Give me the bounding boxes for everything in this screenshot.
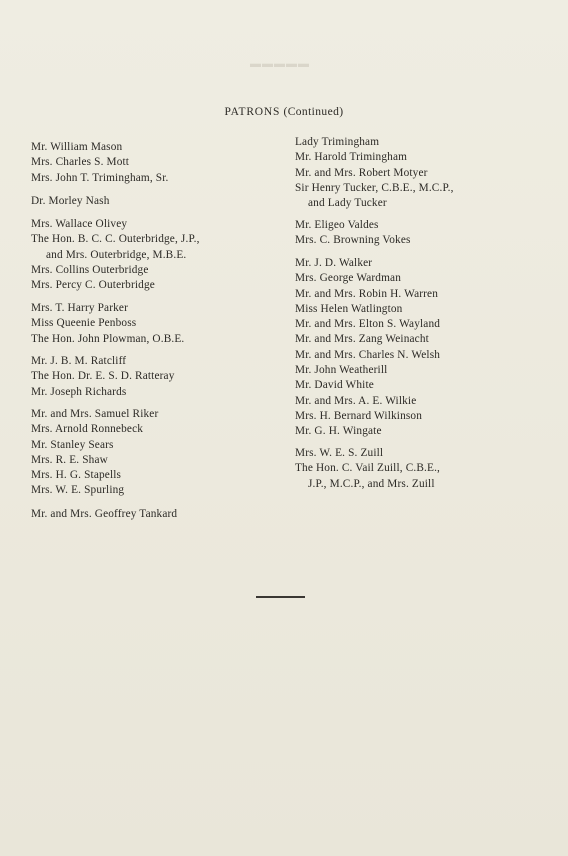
patron-name: Mrs. H. Bernard Wilkinson [295,409,423,422]
patron-name: Mrs. George Wardman [295,272,401,285]
patron-name: Dr. Morley Nash [31,195,110,207]
patron-group [295,218,545,249]
patron-name: Mrs. H. G. Stapells [31,469,122,482]
patron-name: The Hon. C. Vail Zuill, C.B.E., [295,462,441,475]
patron-group [31,507,271,522]
patron-name: Mrs. R. E. Shaw [31,453,108,466]
patron-name: Mr. J. D. Walker [295,257,373,269]
patron-name: The Hon. B. C. C. Outerbridge, J.P., [31,233,200,246]
patron-group [31,301,271,347]
page-heading [0,106,568,118]
patron-name: Mr. Joseph Richards [31,385,127,398]
patron-name: Mr. and Mrs. Elton S. Wayland [295,318,441,331]
patron-name: Mrs. T. Harry Parker [31,302,129,314]
patron-name: Miss Helen Watlington [295,302,403,315]
patron-name: Mrs. Charles S. Mott [31,156,130,169]
patron-name: Mrs. Wallace Olivey [31,218,128,230]
patron-name: Mr. and Mrs. Zang Weinacht [295,333,429,346]
patron-name: Mr. and Mrs. Samuel Riker [31,408,159,420]
patron-group [31,194,271,209]
patron-name: Mr. David White [295,379,374,392]
patron-group [31,140,271,186]
patron-name: Miss Queenie Penboss [31,317,137,330]
patron-group [295,135,545,211]
patron-name: Lady Trimingham [295,136,380,148]
patron-name: Mrs. Percy C. Outerbridge [31,279,155,292]
section-end-rule [256,596,305,598]
patron-name: Mr. Harold Trimingham [295,151,408,164]
patron-name: Mr. William Mason [31,141,123,153]
patron-name-continued: and Lady Tucker [308,197,387,210]
patron-name: Mrs. Arnold Ronnebeck [31,423,144,436]
patron-name: The Hon. Dr. E. S. D. Ratteray [31,370,175,383]
show-through-text: ▬▬▬▬▬ [250,58,310,70]
heading-note: (Continued) [283,106,344,118]
patron-group [295,256,545,440]
patron-group [31,407,271,499]
patron-group [31,217,271,293]
patron-name: Mr. J. B. M. Ratcliff [31,355,127,367]
patron-name: Mrs. Collins Outerbridge [31,263,149,276]
patron-name: Mr. and Mrs. Charles N. Welsh [295,348,441,361]
patron-name: Mrs. W. E. S. Zuill [295,447,384,459]
patron-group [31,354,271,400]
patron-group [295,446,545,492]
patron-name: Mr. Stanley Sears [31,438,114,451]
patron-name: Mr. and Mrs. Robert Motyer [295,166,428,179]
patron-name: Mrs. C. Browning Vokes [295,234,411,247]
patron-name: Mr. Eligeo Valdes [295,219,379,231]
patron-name: Mrs. John T. Trimingham, Sr. [31,171,169,184]
patron-name: Mr. and Mrs. Geoffrey Tankard [31,508,178,520]
patron-name: Mr. and Mrs. Robin H. Warren [295,287,439,300]
heading-title: PATRONS [224,106,281,118]
patron-name-continued: J.P., M.C.P., and Mrs. Zuill [308,477,435,490]
patron-name: Sir Henry Tucker, C.B.E., M.C.P., [295,181,454,194]
patron-name: Mr. G. H. Wingate [295,425,382,438]
patron-name: The Hon. John Plowman, O.B.E. [31,332,185,345]
patron-name-continued: and Mrs. Outerbridge, M.B.E. [46,248,187,261]
patron-name: Mrs. W. E. Spurling [31,484,125,497]
patron-name: Mr. and Mrs. A. E. Wilkie [295,394,417,407]
patron-name: Mr. John Weatherill [295,364,388,377]
